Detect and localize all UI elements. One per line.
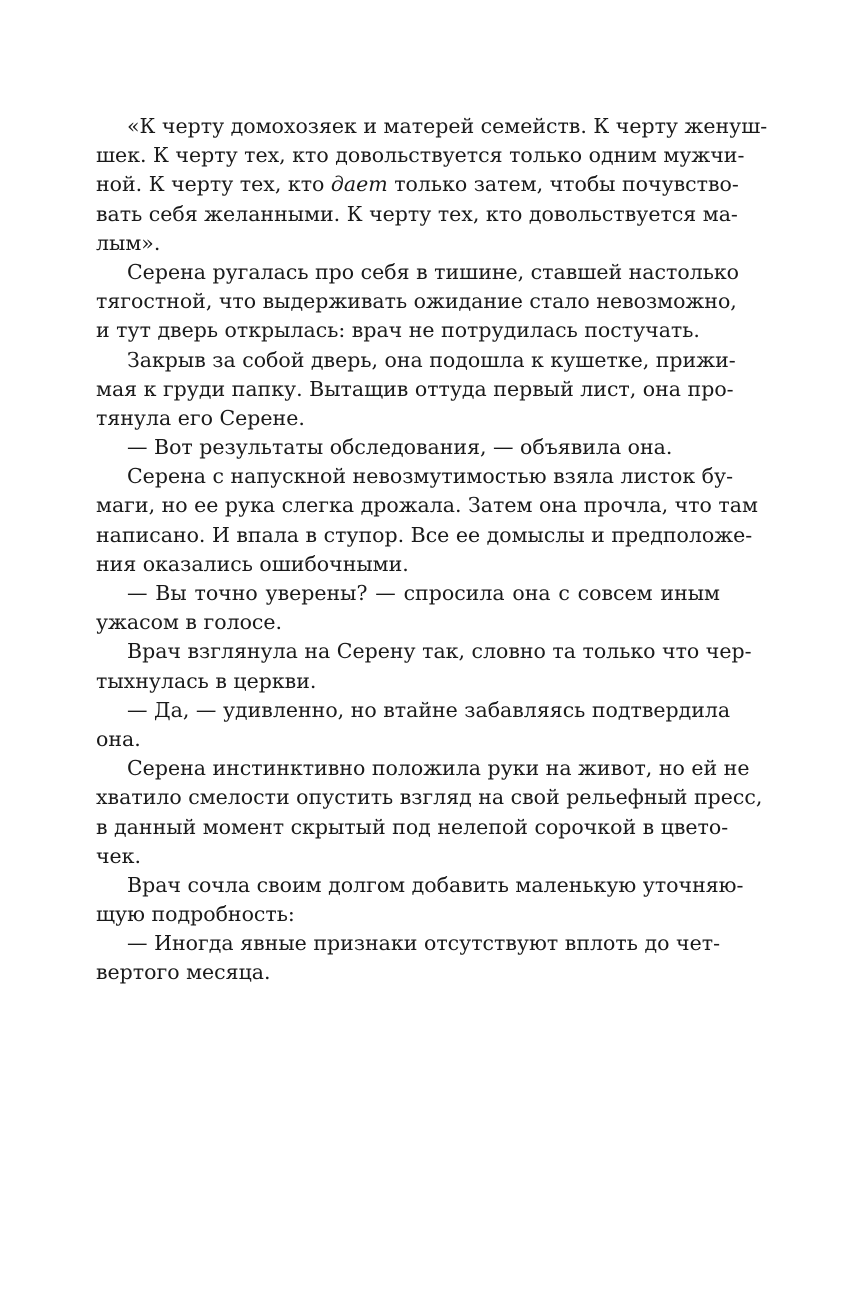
text-line: — Да, — удивленно, но втайне забавляясь подтвердила — [127, 697, 731, 722]
body-text — [96, 112, 768, 988]
text-line: в данный момент скрытый под нелепой сорочкой в цвето- — [96, 814, 729, 839]
text-line: она. — [96, 726, 141, 751]
text-fragment: ной. К черту тех, кто — [96, 172, 331, 197]
text-line: Серена инстинктивно положила руки на живот, но ей не — [127, 756, 750, 781]
text-line: чек. — [96, 843, 142, 868]
text-fragment: только затем, чтобы почувство- — [387, 172, 739, 197]
text-line: тыхнулась в церкви. — [96, 668, 317, 693]
text-line: Серена ругалась про себя в тишине, ставшей настолько — [127, 259, 740, 284]
text-line: тянула его Серене. — [96, 405, 305, 430]
text-line: Врач взглянула на Серену так, словно та только что чер- — [127, 639, 752, 664]
text-line: — Иногда явные признаки отсутствуют вплоть до чет- — [127, 931, 720, 956]
text-line — [96, 170, 739, 199]
text-line: ужасом в голосе. — [96, 610, 283, 635]
text-line: шек. К черту тех, кто довольствуется только одним мужчи- — [96, 143, 745, 168]
text-line: написано. И впала в ступор. Все ее домыслы и предположе- — [96, 522, 753, 547]
text-line: вать себя желанными. К черту тех, кто довольствуется ма- — [96, 201, 738, 226]
text-line: тягостной, что выдерживать ожидание стало невозможно, — [96, 289, 737, 314]
text-line: ния оказались ошибочными. — [96, 551, 409, 576]
text-line: «К черту домохозяек и матерей семейств. К черту женуш- — [127, 114, 768, 138]
text-line: вертого месяца. — [96, 960, 271, 985]
italic-word: дает — [330, 172, 388, 197]
text-line: и тут дверь открылась: врач не потрудилась постучать. — [96, 318, 700, 343]
text-line: лым». — [96, 230, 161, 255]
text-line: мая к груди папку. Вытащив оттуда первый лист, она про- — [96, 376, 734, 401]
text-line: — Вы точно уверены? — спросила она с совсем иным — [127, 581, 720, 605]
text-line: Врач сочла своим долгом добавить маленькую уточняю- — [127, 872, 744, 897]
text-line: хватило смелости опустить взгляд на свой рельефный пресс, — [96, 785, 763, 810]
text-line: Серена с напускной невозмутимостью взяла листок бу- — [127, 464, 733, 489]
text-line: — Вот результаты обследования, — объявила она. — [127, 435, 673, 460]
text-line: маги, но ее рука слегка дрожала. Затем она прочла, что там — [96, 493, 758, 518]
text-line: Закрыв за собой дверь, она подошла к кушетке, прижи- — [127, 347, 736, 372]
text-line: щую подробность: — [96, 902, 295, 927]
